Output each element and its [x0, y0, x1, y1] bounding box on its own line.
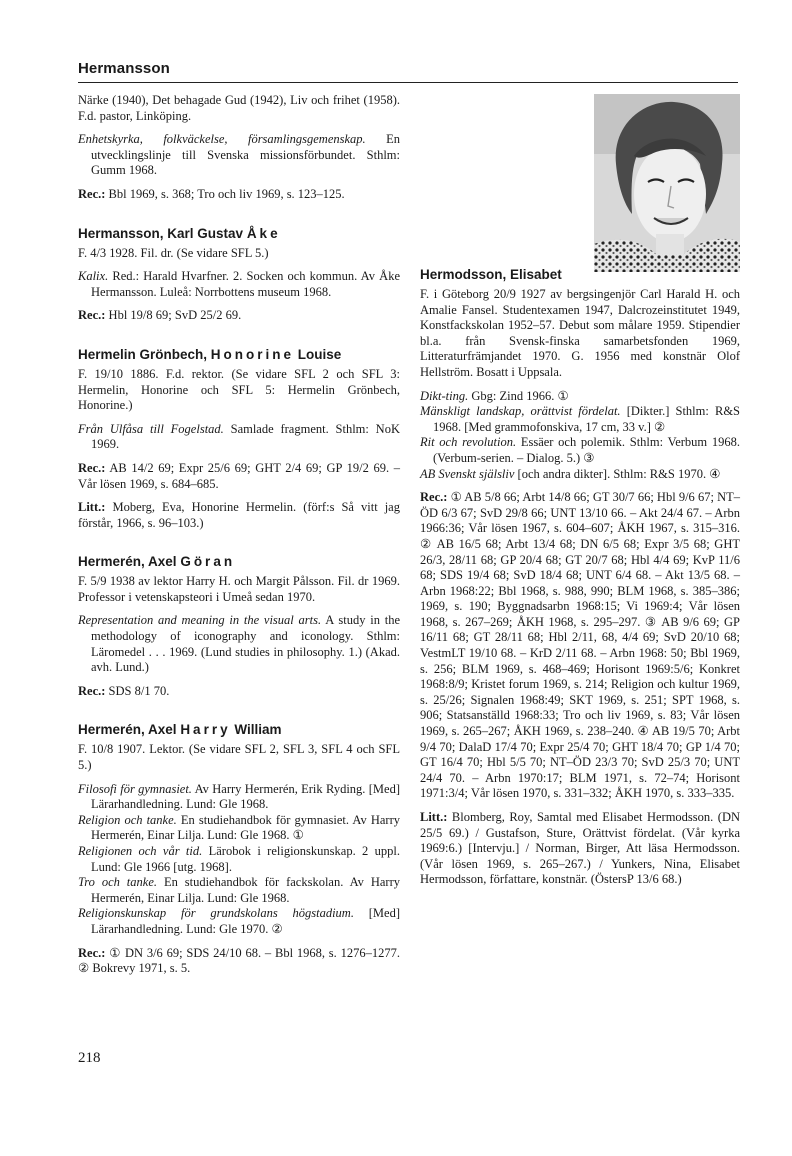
work-details: Essäer och polemik. Sthlm: Verbum 1968. (Verbum-serien. – Dialog. 5.) ③ — [433, 435, 740, 465]
work-title: Religionen och vår tid. — [78, 844, 203, 858]
bio-paragraph: F. i Göteborg 20/9 1927 av bergsingenjör Carl Harald H. och Amalie Fansel. Studentexamen 1947, Dalcrozeinstitutet 1949, Konstfackskolan 1952–57. Debut som målare 1959. Stipendier bl.a. från Svensk-finska samarbetsfonden 1969, Litteraturfrämjandet 1970. G. 1956 med konstnär Olof Hellström. Bosatt i Uppsala. — [420, 287, 740, 379]
entry-gap — [78, 707, 400, 721]
ref-label: Litt.: — [78, 500, 106, 515]
work-title: Från Ulfåsa till Fogelstad. — [78, 421, 224, 436]
work-details: Samlade fragment. Sthlm: NoK 1969. — [91, 421, 400, 452]
work-details: En utvecklingslinje till Svenska missionsförbundet. Sthlm: Gumm 1968. — [91, 132, 400, 178]
work-title: Dikt-ting. — [420, 388, 469, 403]
heading-plain: Hermerén, Axel — [78, 722, 181, 738]
entry-heading — [78, 225, 400, 242]
work-entry — [420, 389, 740, 405]
entry-heading — [78, 721, 400, 738]
author-portrait-photo — [594, 94, 740, 272]
work-entry — [78, 613, 400, 675]
work-details: [och andra dikter]. Sthlm: R&S 1970. ④ — [514, 466, 721, 481]
work-entry — [78, 422, 400, 453]
work-entry — [420, 467, 740, 483]
entry-heading — [78, 553, 400, 570]
work-title: Tro och tanke. — [78, 875, 158, 890]
ref-label: Rec.: — [78, 460, 106, 475]
literature-note — [420, 810, 740, 888]
work-entry — [78, 269, 400, 300]
bio-paragraph: F. 4/3 1928. Fil. dr. (Se vidare SFL 5.) — [78, 245, 269, 260]
heading-plain: Hermansson, Karl Gustav — [78, 225, 247, 241]
work-details: Lärobok i religionskunskap. 2 uppl. Lund: Gle 1966 [utg. 1968]. — [91, 844, 401, 874]
ref-label: Rec.: — [78, 186, 106, 201]
work-title: Enhetskyrka, folkväckelse, församlingsgemenskap. — [78, 132, 366, 147]
ref-text: Blomberg, Roy, Samtal med Elisabet Hermodsson. (DN 25/5 69.) / Gustafson, Sture, Orättvist fördelat. (Vår kyrka 1969:6.) [Intervju.] / Norman, Birger, Att läsa Hermodsson. (Vår lösen 1969, s. 265–267.) / Yunkers, Nina, Elisabet Hermodsson, författare, konstnär. (ÖstersP 13/6 68.) — [420, 810, 740, 887]
work-entry — [78, 906, 400, 937]
work-title: Religion och tanke. — [78, 812, 177, 827]
left-column — [78, 93, 400, 985]
heading-spaced: Göran — [180, 554, 236, 570]
work-details: Av Harry Hermerén, Erik Ryding. [Med] Lärarhandledning. Lund: Gle 1968. — [91, 781, 400, 812]
work-title: Filosofi för gymnasiet. — [78, 781, 192, 796]
heading-plain2: Louise — [294, 346, 342, 362]
work-title: Representation and meaning in the visual arts. — [78, 613, 322, 628]
heading-spaced: Honorine — [210, 346, 295, 362]
work-details: [Med] Lärarhandledning. Lund: Gle 1970. ② — [91, 906, 400, 936]
bio-paragraph: Närke (1940), Det behagade Gud (1942), Liv och frihet (1958). F.d. pastor, Linköping. — [78, 93, 400, 123]
entry-gap — [78, 332, 400, 346]
ref-text: Moberg, Eva, Honorine Hermelin. (förf:s Så vitt jag förstår, 1966, s. 96–103.) — [78, 500, 400, 530]
work-details: A study in the methodology of iconography and iconology. Sthlm: Läromedel . . . 1969. (Lund studies in philosophy. 1.) (Akad. avh. Lund.) — [91, 613, 400, 675]
ref-text: ① AB 5/8 66; Arbt 14/8 66; GT 30/7 66; Hbl 9/6 67; NT–ÖD 6/3 67; SvD 29/8 66; UNT 13/10 66. – Akt 24/4 67. – Arbn 1966:36; Vår lösen 1967, s. 604–607; ÅKH 1967, s. 315–316. ② AB 16/5 68; Arbt 13/4 68; DN 6/5 68; Expr 3/5 68; GHT 26/3, 28/11 68; GP 20/4 68; GT 20/7 68; Hbl 4/4 69; KvP 11/6 68; SDS 19/4 68; SvD 18/4 68; UNT 6/4 68. – Akt 13/5 68. – Arbn 1968:22; Bbl 1968, s. 988, 990; BLM 1968, s. 385–386; 1969, s. 190; Byggnadsarbn 1968:15; Vi 1969:4; Vår lösen 1968, s. 267–269; ÅKH 1968, s. 295–297. ③ AB 9/6 69; GP 16/11 68; GT 28/11 68; Hbl 2/11, 68, 4/4 69; SvD 20/10 68; VestmLT 19/10 68. – KrD 2/11 68. – Arbn 1968: 50; Bbl 1969, s. 256; BLM 1969, s. 468–469; Horisont 1969:5/6; Konkret 1968:8/9; Kristet forum 1969, s. 214; Religion och kultur 1969, s. 25/26; Signalen 1968:49; SKT 1969, s. 251; SPT 1968, s. 906; Statsanställd 1968:33; Tro och liv 1969, s. 83; Vår lösen 1969, s. 265–267; ÅKH 1969, s. 238–240. ④ AB 19/5 70; Arbt 9/4 70; DalaD 17/4 70; Expr 25/4 70; GHT 18/4 70; GP 1/4 70; GT 16/4 70; Hbl 5/5 70; NT–ÖD 23/3 70; SvD 25/3 70; UNT 24/4 70. – Arbn 1970:17; BLM 1971, s. 72–74; Horisont 1971:3/4; Vår lösen 1970, s. 331–332; ÅKH 1970, s. 333–335. — [420, 490, 740, 801]
work-details: [Dikter.] Sthlm: R&S 1968. [Med grammofonskiva, 17 cm, 33 v.] ② — [433, 404, 740, 434]
entry-gap — [78, 539, 400, 553]
entry-heading — [78, 346, 400, 363]
work-details: En studiehandbok för gymnasiet. Av Harry Hermerén, Einar Lilja. Lund: Gle 1968. ① — [91, 812, 400, 843]
review-list — [78, 946, 400, 977]
heading-plain: Hermodsson, Elisabet — [420, 267, 562, 282]
page-number: 218 — [78, 1050, 101, 1066]
ref-label: Rec.: — [78, 945, 106, 960]
work-entry — [78, 782, 400, 813]
bio-paragraph: F. 10/8 1907. Lektor. (Se vidare SFL 2, SFL 3, SFL 4 och SFL 5.) — [78, 742, 400, 773]
running-head: Hermansson — [78, 60, 170, 77]
work-entry — [78, 844, 400, 875]
review-list — [78, 684, 400, 700]
review-list — [78, 187, 400, 203]
work-entry — [420, 404, 740, 435]
work-entry — [78, 132, 400, 179]
ref-label: Rec.: — [78, 683, 106, 698]
ref-label: Litt.: — [420, 810, 448, 824]
literature-note — [78, 500, 400, 531]
work-title: Kalix. — [78, 269, 109, 284]
entry-gap — [78, 211, 400, 225]
header-rule — [78, 82, 738, 83]
heading-spaced: Åke — [246, 225, 281, 241]
heading-plain2: William — [230, 722, 282, 738]
work-title: AB Svenskt själsliv — [420, 466, 515, 481]
bio-paragraph: F. 5/9 1938 av lektor Harry H. och Margit Pålsson. Fil. dr 1969. Professor i vetenskapsteori i Umeå sedan 1970. — [78, 574, 400, 604]
work-title: Religionskunskap för grundskolans högstadium. — [78, 906, 354, 921]
ref-text: Hbl 19/8 69; SvD 25/2 69. — [105, 308, 242, 323]
review-list — [420, 490, 740, 802]
ref-label: Rec.: — [78, 308, 106, 323]
work-details: En studiehandbok för fackskolan. Av Harry Hermerén, Einar Lilja. Lund: Gle 1968. — [91, 875, 401, 905]
review-list — [78, 308, 400, 324]
ref-text: ① DN 3/6 69; SDS 24/10 68. – Bbl 1968, s. 1276–1277. ② Bokrevy 1971, s. 5. — [78, 945, 400, 976]
work-title: Rit och revolution. — [420, 435, 517, 450]
heading-plain: Hermerén, Axel — [78, 554, 181, 570]
bio-paragraph: F. 19/10 1886. F.d. rektor. (Se vidare SFL 2 och SFL 3: Hermelin, Honorine och SFL 5: Hermelin Grönbech, Honorine.) — [78, 366, 400, 413]
ref-text: SDS 8/1 70. — [105, 683, 170, 698]
ref-text: Bbl 1969, s. 368; Tro och liv 1969, s. 123–125. — [105, 186, 345, 201]
work-title: Mänskligt landskap, orättvist fördelat. — [420, 404, 621, 419]
work-details: Red.: Harald Hvarfner. 2. Socken och kommun. Av Åke Hermansson. Luleå: Norrbottens museum 1968. — [91, 269, 400, 299]
heading-plain: Hermelin Grönbech, — [78, 346, 211, 362]
review-list — [78, 461, 400, 492]
ref-text: AB 14/2 69; Expr 25/6 69; GHT 2/4 69; GP 19/2 69. – Vår lösen 1969, s. 684–685. — [78, 460, 400, 491]
work-details: Gbg: Zind 1966. ① — [468, 388, 569, 403]
work-entry — [420, 435, 740, 466]
heading-spaced: Harry — [180, 722, 231, 738]
ref-label: Rec.: — [420, 490, 448, 505]
work-entry — [78, 875, 400, 906]
work-entry — [78, 813, 400, 844]
